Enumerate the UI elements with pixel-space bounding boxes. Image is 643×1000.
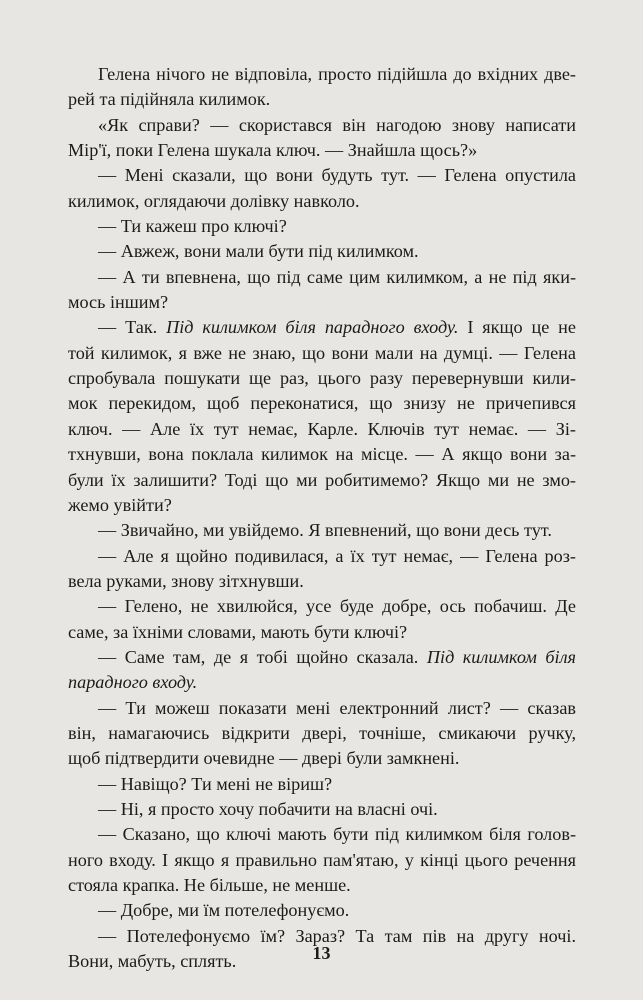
text-line: — Так. Під килимком біля парадного входу. І якщо це не [98, 317, 576, 338]
text-line: стояла крапка. Не більше, не менше. [68, 875, 351, 895]
page-number: 13 [312, 943, 331, 963]
text-line: — Авжеж, вони мали бути під килимком. [98, 241, 419, 262]
text-line: вела руками, знову зітхнувши. [68, 570, 304, 591]
text-line: — Потелефонуємо їм? Зараз? Та там пів на другу ночі. [98, 925, 576, 946]
text-line: ключ. — Але їх тут немає, Карле. Ключів тут немає. — Зі- [68, 418, 576, 439]
text-line: мок перекидом, щоб переконатися, що знизу не причепився [68, 393, 576, 414]
text-line: Мір'ї, поки Гелена шукала ключ. — Знайшла щось?» [68, 140, 478, 161]
text-line: — Ні, я просто хочу побачити на власні очі. [98, 798, 438, 819]
text-line: — Саме там, де я тобі щойно сказала. Під килимком біля [98, 646, 576, 667]
text-line: — Добре, ми їм потелефонуємо. [98, 900, 350, 921]
text-line: «Як справи? — скористався він нагодою знову написати [98, 114, 576, 135]
text-line: саме, за їхніми словами, мають бути ключі? [68, 621, 408, 642]
text-line: — А ти впевнена, що під саме цим килимком, а не під яки- [98, 266, 576, 287]
text-line: Гелена нічого не відповіла, просто підійшла до вхідних две- [98, 64, 576, 84]
text-line: мось іншим? [68, 292, 169, 313]
text-line: — Звичайно, ми увійдемо. Я впевнений, що вони десь тут. [98, 520, 552, 541]
text-line: він, намагаючись відкрити двері, точніше, смикаючи ручку, [68, 722, 576, 743]
text-line: тхнувши, вона поклала килимок на місце. — А якщо вони за- [68, 444, 576, 465]
text-line: Вони, мабуть, сплять. [68, 951, 237, 972]
text-line: рей та підійняла килимок. [68, 89, 271, 110]
text-line: — Навіщо? Ти мені не віриш? [98, 773, 333, 794]
text-line: — Гелено, не хвилюйся, усе буде добре, ось побачиш. Де [98, 596, 576, 617]
text-line: — Сказано, що ключі мають бути під килимком біля голов- [98, 824, 576, 845]
text-line: килимок, оглядаючи долівку навколо. [68, 190, 360, 211]
text-line: спробувала пошукати ще раз, цього разу перевернувши кили- [68, 368, 576, 389]
text-line: щоб підтвердити очевидне — двері були замкнені. [68, 748, 460, 769]
body-text [68, 62, 576, 974]
text-line: — Ти можеш показати мені електронний лист? — сказав [98, 697, 576, 718]
text-line: — Ти кажеш про ключі? [98, 216, 287, 237]
text-line: парадного входу. [68, 672, 198, 693]
text-line: той килимок, я вже не знаю, що вони мали на думці. — Гелена [68, 342, 576, 363]
text-line: ного входу. І якщо я правильно пам'ятаю, у кінці цього речення [68, 849, 576, 870]
text-line: — Але я щойно подивилася, а їх тут немає, — Гелена роз- [98, 545, 576, 566]
text-line: були їх залишити? Тоді що ми робитимемо? Якщо ми не змо- [68, 469, 576, 490]
text-line: жемо увійти? [68, 494, 172, 515]
text-line: — Мені сказали, що вони будуть тут. — Гелена опустила [98, 165, 576, 186]
